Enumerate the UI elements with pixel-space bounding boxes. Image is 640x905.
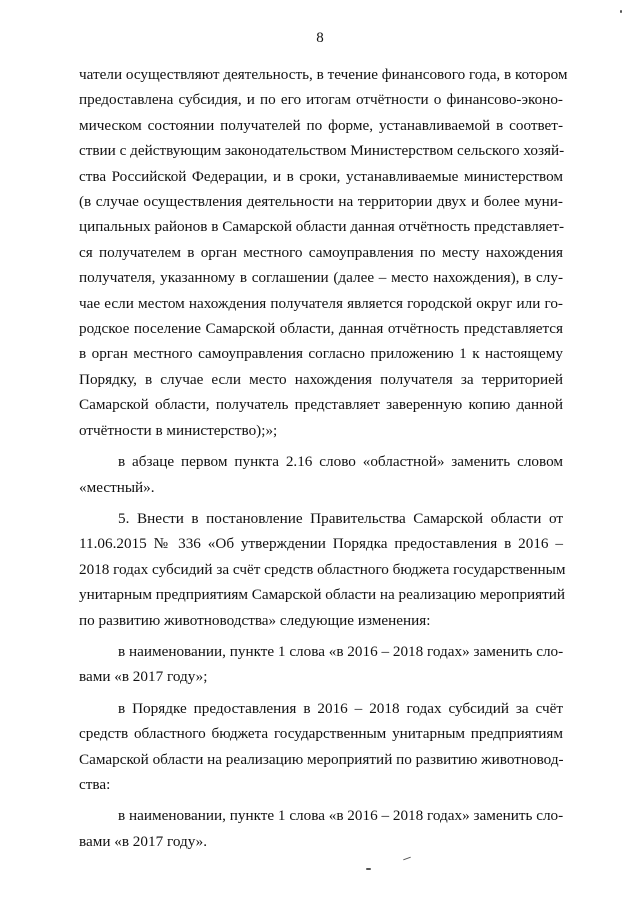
text-line: в наименовании, пункте 1 слова «в 2016 – 2018 годах» заменить сло- [118,642,564,660]
scan-mark [403,857,411,861]
paragraph-rename-procedure [79,803,563,854]
paragraph-rename-title [79,639,563,690]
text-line: вами «в 2017 году»; [79,668,208,686]
text-line: чае если местом нахождения получателя является городской округ или го- [79,294,563,312]
text-line: родское поселение Самарской области, данная отчётность представляется [79,320,563,338]
text-line: (в случае осуществления деятельности на территории двух и более муни- [79,193,563,211]
text-line: по развитию животноводства» следующие изменения: [79,611,431,629]
text-line: ся получателем в орган местного самоуправления по месту нахождения [79,243,563,261]
paragraph-item-5 [79,506,566,633]
text-line: в наименовании, пункте 1 слова «в 2016 – 2018 годах» заменить сло- [118,807,564,825]
text-line: мическом состоянии получателей по форме, устанавливаемой в соответ- [79,116,563,134]
text-line: отчётности в министерство);»; [79,421,278,439]
text-line: 2018 годах субсидий за счёт средств областного бюджета государственным [79,560,566,578]
text-line: в орган местного самоуправления согласно приложению 1 к настоящему [79,345,563,363]
paragraph-amendment-2-16 [79,449,563,500]
text-line: ства Российской Федерации, и в сроки, устанавливаемые министерством [79,167,563,185]
paragraph-continuation [79,62,568,443]
text-line: вами «в 2017 году». [79,832,208,850]
text-line: в Порядке предоставления в 2016 – 2018 годах субсидий за счёт [118,699,563,717]
text-line: в абзаце первом пункта 2.16 слово «областной» заменить словом [118,453,563,471]
text-line: предоставлена субсидия, и по его итогам отчётности о финансово-эконо- [79,91,563,109]
text-line: 5. Внести в постановление Правительства Самарской области от [118,509,563,527]
text-line: Самарской области, получатель представляет заверенную копию данной [79,396,563,414]
paragraph-in-procedure [79,696,563,798]
text-line: унитарным предприятиям Самарской области на реализацию мероприятий [79,586,566,604]
text-line: 11.06.2015 № 336 «Об утверждении Порядка предоставления в 2016 – [79,535,563,553]
text-line: Самарской области на реализацию мероприятий по развитию животновод- [79,750,564,768]
scan-mark [620,10,622,13]
text-line: средств областного бюджета государственным унитарным предприятиям [79,725,563,743]
text-line: «местный». [79,478,155,496]
page-number: 8 [316,30,324,46]
text-line: получателя, указанному в соглашении (далее – место нахождения), в слу- [79,269,563,287]
text-line: Порядку, в случае если место нахождения получателя за территорией [79,370,563,388]
scan-mark [366,868,371,870]
text-line: чатели осуществляют деятельность, в течение финансового года, в котором [79,66,568,83]
text-line: ципальных районов в Самарской области данная отчётность представляет- [79,218,565,236]
text-line: ства: [79,775,111,793]
text-line: ствии с действующим законодательством Министерством сельского хозяй- [79,142,565,160]
document-body [79,62,568,854]
